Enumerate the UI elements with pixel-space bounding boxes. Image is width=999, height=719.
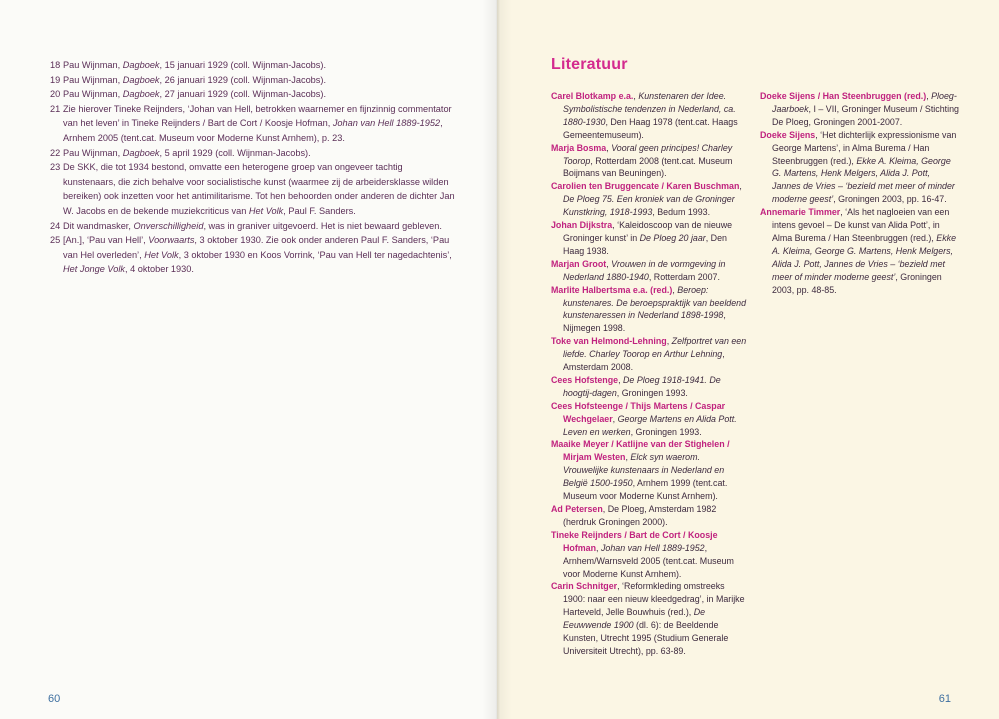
entry-text: , Arnhem/Warnsveld 2005 (tent.cat. Museum voor Moderne Kunst Arnhem). xyxy=(563,542,734,579)
entry-author: Carolien ten Bruggencate / Karen Buschman xyxy=(551,181,740,192)
entry-title: Ekke A. Kleima, George G. Martens, Henk Melgers, Alida J. Pott, Jannes de Vries – ‘bezield met meer of minder moderne geest’ xyxy=(772,155,955,205)
entry-author: Toke van Helmond-Lehning xyxy=(551,336,667,347)
note-text: Pau Wijnman, xyxy=(63,60,123,70)
bibliography-entry xyxy=(551,580,747,657)
entry-text: , xyxy=(633,91,639,101)
entry-title: Vrouwen in de vormgeving in Nederland 1880-1940 xyxy=(563,258,726,282)
note-italic: Dagboek xyxy=(122,147,160,158)
entry-author: Maaike Meyer / Katlijne van der Stighelen / Mirjam Westen xyxy=(551,439,730,463)
entry-text: , Den Haag 1978 (tent.cat. Haags Gemeentemuseum). xyxy=(563,116,738,140)
note-text: De SKK, die tot 1934 bestond, omvatte een heterogene groep van ongeveer tachtig kunstenaars, die zich behalve voor socialistische kunst (waarmee zij de arbeidersklasse wilden bereiken) ook inzetten voor het antimilitarisme. Tot hen behoorden onder anderen de dichter Jan W. Jacobs en de bekende muziekcriticus van xyxy=(63,162,455,216)
note-italic: Onverschilligheid xyxy=(133,220,204,231)
note-text: Zie hierover Tineke Reijnders, ‘Johan van Hell, betrokken waarnemer en fijnzinnig commentator van het leven’ in Tineke Reijnders / Bart de Cort / Koosje Hofman, xyxy=(63,103,452,129)
page-number: 60 xyxy=(48,693,61,705)
entry-title: Elck syn waerom. Vrouwelijke kunstenaars in Nederland en België 1500-1950 xyxy=(563,452,725,489)
bibliography-entry xyxy=(760,206,960,296)
entry-author: Ad Petersen xyxy=(551,504,603,514)
note-text: , 3 oktober 1930 en Koos Vorrink, ‘Pau van Hell ter nagedachtenis’, xyxy=(178,249,452,260)
note-text: , was in graniver uitgevoerd. Het is niet bewaard gebleven. xyxy=(203,220,442,231)
endnote xyxy=(50,58,455,73)
endnotes xyxy=(50,58,455,277)
entry-text: , Groningen 1993. xyxy=(630,426,702,437)
note-italic: Het Volk xyxy=(248,205,284,216)
bibliography-entry xyxy=(551,219,747,258)
bibliography-column-1 xyxy=(551,90,747,658)
endnote xyxy=(50,233,455,277)
entry-text: , ‘Kaleidoscoop van de nieuwe Groninger kunst’ in xyxy=(563,220,733,243)
note-number: 21 xyxy=(50,103,61,114)
bibliography-entry xyxy=(551,180,747,219)
note-text: , 15 januari 1929 (coll. Wijnman-Jacobs). xyxy=(159,60,327,70)
left-page xyxy=(0,0,497,719)
entry-author: Carel Blotkamp e.a. xyxy=(551,91,634,101)
bibliography-entry xyxy=(551,529,747,581)
bibliography-entry xyxy=(551,258,747,284)
bibliography-entry xyxy=(551,284,747,336)
note-italic: Dagboek xyxy=(122,74,160,85)
note-italic: Voorwaarts xyxy=(148,235,195,246)
bibliography-entry xyxy=(551,400,747,439)
entry-text: , ‘Reformkleding omstreeks 1900: naar een nieuw kleedgedrag’, in Marijke Harteveld, Jelle Bouwhuis (red.), xyxy=(563,581,745,618)
entry-text: , ‘Als het nagloeien van een intens gevoel – De kunst van Alida Pott’, in Alma Burema / Han Steenbruggen (red.), xyxy=(772,207,950,243)
entry-title: De Ploeg 75. Een kroniek van de Groninger Kunstkring, 1918-1993 xyxy=(563,194,735,218)
entry-title: Beroep: kunstenares. De beroepspraktijk van beeldend kunstenaressen in Nederland 1898-1998 xyxy=(563,284,747,321)
endnote xyxy=(50,73,455,88)
section-title: Literatuur xyxy=(551,56,628,73)
entry-author: Carin Schnitger xyxy=(551,581,618,592)
entry-title: Zelfportret van een liefde. Charley Toorop en Arthur Lehning xyxy=(563,336,747,360)
note-text: , 5 april 1929 (coll. Wijnman-Jacobs). xyxy=(159,147,311,158)
note-text: , 27 januari 1929 (coll. Wijnman-Jacobs). xyxy=(159,89,327,100)
bibliography-entry xyxy=(551,142,747,181)
note-text: Dit wandmasker, xyxy=(63,220,134,231)
entry-author: Marjan Groot xyxy=(551,258,607,269)
entry-text: , Rotterdam 2008 (tent.cat. Museum Boijmans van Beuningen). xyxy=(563,155,733,179)
entry-text: , xyxy=(606,142,612,153)
entry-text: , Amsterdam 2008. xyxy=(563,349,725,373)
entry-text: , xyxy=(926,91,932,101)
entry-text: , xyxy=(739,181,742,192)
note-number: 23 xyxy=(50,162,61,173)
entry-text: , Nijmegen 1998. xyxy=(563,310,726,334)
note-italic: Dagboek xyxy=(122,60,160,70)
entry-text: , ‘Het dichterlijk expressionisme van George Martens’, in Alma Burema / Han Steenbruggen (red.), xyxy=(772,129,957,166)
note-number: 19 xyxy=(50,74,61,85)
endnote xyxy=(50,87,455,102)
page-number: 61 xyxy=(938,693,951,705)
entry-author: Cees Hofsteenge / Thijs Martens / Caspar Wechgelaer xyxy=(551,400,726,424)
endnote xyxy=(50,219,455,234)
note-text: Pau Wijnman, xyxy=(63,89,123,100)
note-italic: Het Volk xyxy=(144,249,179,260)
entry-text: , xyxy=(612,413,618,424)
bibliography-column-2 xyxy=(760,90,960,297)
bibliography-entry xyxy=(551,438,747,503)
entry-text: , Rotterdam 2007. xyxy=(648,271,720,282)
entry-title: Vooral geen principes! Charley Toorop xyxy=(563,142,733,166)
entry-text: , Groningen 1993. xyxy=(616,387,688,398)
entry-text: , Arnhem 1999 (tent.cat. Museum voor Moderne Kunst Arnhem). xyxy=(563,478,728,502)
entry-text: , De Ploeg, Amsterdam 1982 (herdruk Groningen 2000). xyxy=(563,504,717,527)
entry-text: , xyxy=(666,336,672,347)
note-text: Pau Wijnman, xyxy=(63,74,123,85)
entry-author: Marja Bosma xyxy=(551,142,607,153)
entry-title: De Ploeg 1918-1941. De hoogtij-dagen xyxy=(563,374,721,398)
bibliography-entry xyxy=(551,374,747,400)
note-text: [An.], ‘Pau van Hell’, xyxy=(63,235,149,246)
entry-text: , xyxy=(618,374,624,385)
entry-text: (dl. 6): de Beeldende Kunsten, Utrecht 1995 (Studium Generale Universiteit Utrecht), pp. 63-89. xyxy=(563,620,729,656)
note-text: Pau Wijnman, xyxy=(63,147,123,158)
note-number: 22 xyxy=(50,147,61,158)
note-text: , 4 oktober 1930. xyxy=(124,264,194,275)
entry-text: , Den Haag 1938. xyxy=(563,232,727,256)
note-number: 18 xyxy=(50,60,61,70)
note-italic: Dagboek xyxy=(122,89,160,100)
bibliography-entry xyxy=(551,503,747,529)
entry-title: Johan van Hell 1889-1952 xyxy=(600,542,705,553)
entry-author: Johan Dijkstra xyxy=(551,220,613,231)
entry-title: De Ploeg 20 jaar xyxy=(639,232,706,243)
note-text: , 3 oktober 1930. Zie ook onder anderen Paul F. Sanders, ‘Pau van Hel overleden’, xyxy=(63,235,450,260)
entry-title: De Eeuwwende 1900 xyxy=(563,607,706,631)
entry-author: Tineke Reijnders / Bart de Cort / Koosje Hofman xyxy=(551,529,718,553)
entry-title: Kunstenaren der Idee. Symbolistische tendenzen in Nederland, ca. 1880-1930 xyxy=(563,91,736,127)
bibliography-entry xyxy=(551,335,747,374)
right-page xyxy=(497,0,999,719)
entry-author: Marlite Halbertsma e.a. (red.) xyxy=(551,284,673,295)
bibliography-entry xyxy=(760,90,960,129)
entry-text: , xyxy=(596,542,601,553)
entry-text: , Bedum 1993. xyxy=(652,207,711,218)
note-number: 20 xyxy=(50,89,61,100)
entry-text: , Groningen 2003, pp. 16-47. xyxy=(833,194,947,205)
entry-text: , I – VII, Groninger Museum / Stichting De Ploeg, Groningen 2001-2007. xyxy=(772,103,959,127)
entry-author: Doeke Sijens / Han Steenbruggen (red.) xyxy=(760,91,927,101)
endnote xyxy=(50,146,455,161)
note-italic: Het Jonge Volk xyxy=(63,264,125,275)
entry-text: , xyxy=(625,452,631,463)
endnote xyxy=(50,102,455,146)
entry-title: Ploeg-Jaarboek xyxy=(772,91,957,114)
bibliography-entry xyxy=(551,90,747,142)
note-text: , Arnhem 2005 (tent.cat. Museum voor Moderne Kunst Arnhem), p. 23. xyxy=(63,118,443,143)
endnote xyxy=(50,160,455,218)
entry-author: Cees Hofstenge xyxy=(551,374,619,385)
note-text: , Paul F. Sanders. xyxy=(283,205,356,216)
note-number: 25 xyxy=(50,235,61,246)
note-italic: Johan van Hell 1889-1952 xyxy=(332,118,441,129)
entry-title: Ekke A. Kleima, George G. Martens, Henk Melgers, Alida J. Pott, Jannes de Vries – ‘bezield met meer of minder moderne geest’ xyxy=(772,232,957,282)
note-number: 24 xyxy=(50,220,61,231)
entry-author: Doeke Sijens xyxy=(760,129,816,140)
entry-text: , xyxy=(606,258,612,269)
bibliography-entry xyxy=(760,129,960,206)
entry-text: , Groningen 2003, pp. 48-85. xyxy=(772,271,942,295)
entry-text: , xyxy=(672,284,678,295)
entry-author: Annemarie Timmer xyxy=(760,207,841,218)
entry-title: George Martens en Alida Pott. Leven en werken xyxy=(563,413,737,437)
note-text: , 26 januari 1929 (coll. Wijnman-Jacobs). xyxy=(159,74,327,85)
